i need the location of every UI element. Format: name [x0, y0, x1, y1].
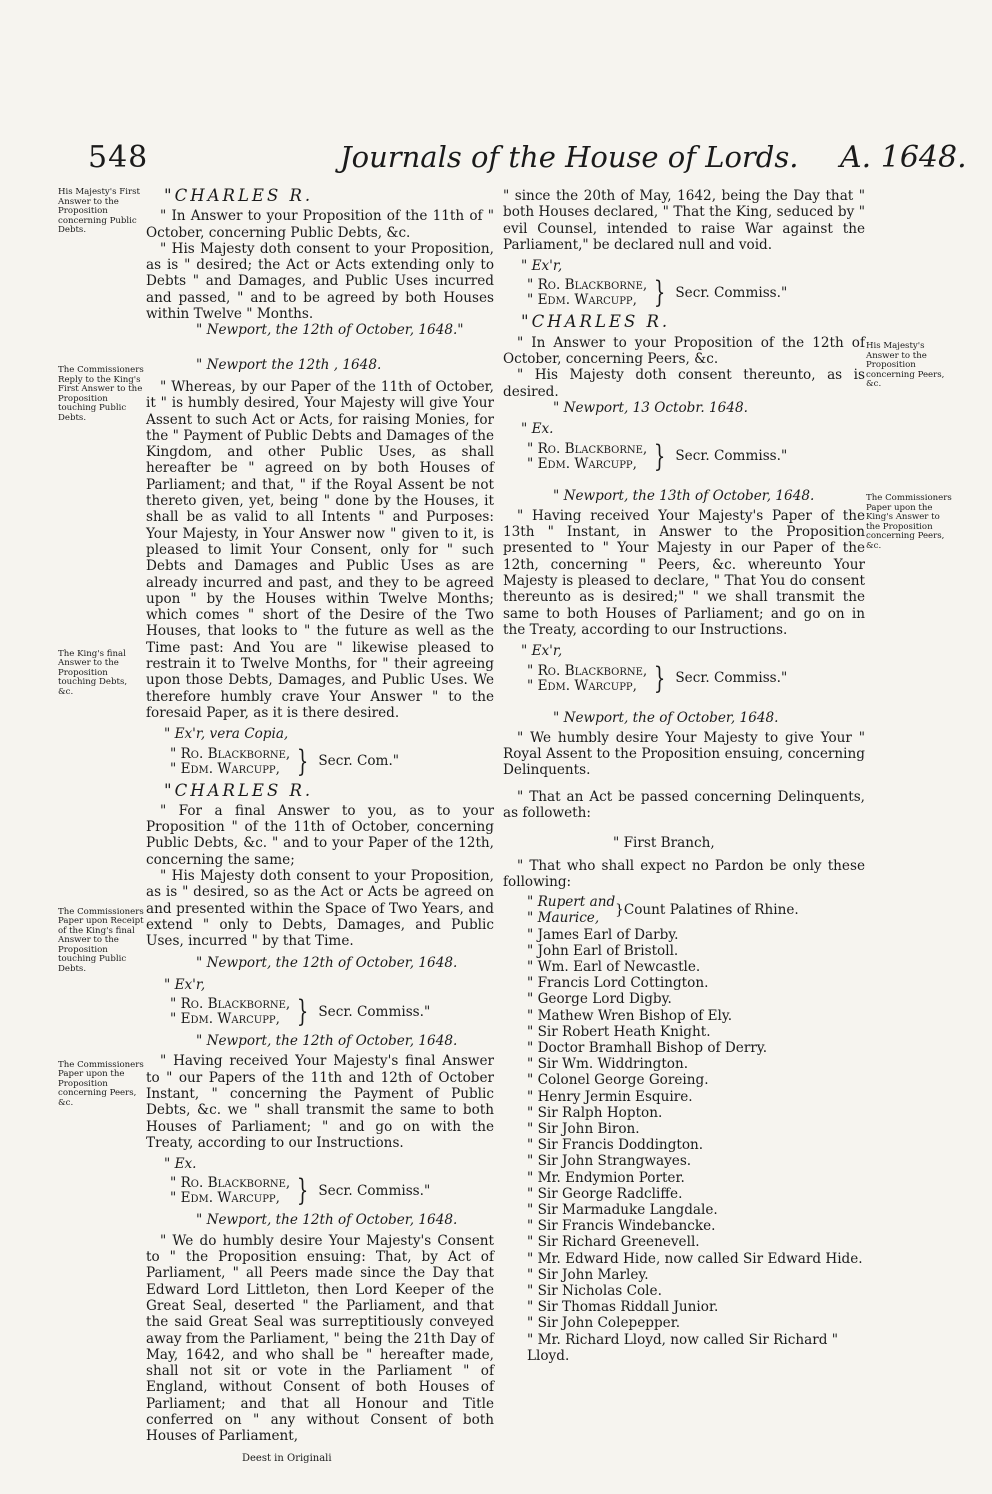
list-item: " Sir Ralph Hopton.: [527, 1104, 663, 1121]
list-item: " John Earl of Bristoll.: [527, 942, 679, 959]
list-item: " Mr. Endymion Porter.: [527, 1169, 685, 1186]
paragraph: " For a final Answer to you, as to your Proposition " of the 11th of October, concerning Public Debts, &c. " and to your Paper of the 12th, concerning the same;: [146, 802, 494, 868]
signature-block: [170, 743, 494, 779]
list-item: " Sir Francis Doddington.: [527, 1137, 704, 1154]
signatory: " Edm. Warcupp,: [170, 1190, 280, 1207]
margin-note: The Commissioners Paper upon Receipt of the King's final Answer to the Proposition touching Public Debts.: [58, 906, 144, 975]
page-header: [0, 138, 992, 188]
list-item: " Mr. Edward Hide, now called Sir Edward Hide.: [527, 1250, 863, 1267]
list-item: " Rupert and: [527, 894, 616, 911]
attestation: " Ex.: [521, 421, 554, 438]
brace-glyph: }: [297, 1173, 309, 1209]
list-item: " Francis Lord Cottington.: [527, 975, 709, 992]
signatory: " Edm. Warcupp,: [170, 1011, 280, 1028]
paragraph: " In Answer to your Proposition of the 12th of October, concerning Peers, &c.: [503, 334, 865, 368]
paragraph: " Having received Your Majesty's final Answer to " our Papers of the 11th and 12th of October Instant, " concerning the Payment of Public Debts, &c. we " shall transmit the same to both Houses of Parliament; " and go on with the Treaty, according to our Instructions.: [146, 1053, 494, 1151]
paragraph: " His Majesty doth consent thereunto, as is desired.: [503, 367, 865, 400]
brace-glyph: }: [615, 902, 624, 919]
dateline: " Newport, the 12th of October, 1648.: [196, 1033, 458, 1050]
signature-block: [170, 994, 494, 1030]
page-title: Journals of the House of Lords.: [340, 140, 799, 174]
left-margin-notes: [58, 188, 144, 1109]
paragraph: " Having received Your Majesty's Paper of the 13th " Instant, in Answer to the Proposition presented to " Your Majesty in our Paper of the 12th, concerning " Peers, &c. whereunto Your Majesty is pleased to declare, " That You do consent thereunto as is desired;" " we shall transmit the same to both Houses of Parliament; and go on in the Treaty, according to our Instructions.: [503, 507, 865, 638]
royal-signature-heading: "CHARLES R.: [164, 780, 314, 800]
dateline: " Newport, the 13th of October, 1648.: [553, 487, 815, 504]
signatory: " Ro. Blackborne,: [170, 1175, 291, 1192]
signatory: " Edm. Warcupp,: [527, 677, 637, 694]
signatory-title: Secr. Commiss.": [675, 285, 788, 302]
attestation: " Ex'r, vera Copia,: [164, 726, 289, 743]
list-item: " Maurice,: [527, 910, 600, 927]
list-item: " Sir Nicholas Cole.: [527, 1283, 662, 1300]
dateline: " Newport, 13 Octobr. 1648.: [553, 399, 748, 416]
paragraph: " His Majesty doth consent to your Proposition, as is " desired; the Act or Acts extending only to Debts " and Damages, and Public Uses incurred and passed, " and to be agreed by both Houses within Twelve " Months.: [146, 240, 494, 323]
dateline: " Newport, the 12th of October, 1648.: [196, 955, 458, 972]
signatory: " Ro. Blackborne,: [170, 745, 291, 762]
signatory: " Edm. Warcupp,: [527, 292, 637, 309]
dateline: " Newport, the 12th of October, 1648.": [196, 322, 464, 339]
brace-glyph: }: [654, 660, 666, 696]
list-item: " Sir Francis Windebancke.: [527, 1218, 716, 1235]
royal-signature-heading: "CHARLES R.: [521, 312, 671, 332]
margin-note: The Commissioners Reply to the King's First Answer to the Proposition touching Public Debts.: [58, 364, 144, 423]
royal-signature-heading: "CHARLES R.: [164, 186, 314, 205]
attestation: " Ex'r,: [521, 643, 563, 660]
names-list: [527, 894, 865, 1364]
signatory: " Ro. Blackborne,: [527, 440, 648, 457]
list-item: " Sir Robert Heath Knight.: [527, 1023, 711, 1040]
paragraph: " We humbly desire Your Majesty to give Your " Royal Assent to the Proposition ensuing, concerning Delinquents.: [503, 729, 865, 779]
signatory-title: Secr. Commiss.": [318, 1003, 431, 1020]
signatory-title: Secr. Commiss.": [318, 1183, 431, 1200]
list-item: " James Earl of Darby.: [527, 926, 679, 943]
signatory: " Edm. Warcupp,: [527, 455, 637, 472]
paragraph: " In Answer to your Proposition of the 11th of " October, concerning Public Debts, &c.: [146, 208, 494, 241]
paragraph: " Whereas, by our Paper of the 11th of October, it " is humbly desired, Your Majesty will give Your Assent to such Act or Acts, for raising Monies, for the " Payment of Public Debts and Damages of the Kingdom, and other Public Uses, as shall hereafter be " agreed on by both Houses of Parliament; and that, " if the Royal Assent be not thereto given, yet, being " done by the Houses, it shall be as valid to all Intents " and Purposes: Your Majesty, in Your Answer now " given to it, is pleased to limit Your Consent, only for " such Debts and Damages and Public Uses as are already incurred and past, and they to be agreed upon " by the Houses within Twelve Months; which comes " short of the Desire of the Two Houses, that looks to " the future as well as the Time past: And You are " likewise pleased to restrain it to Twelve Months, for " their agreeing upon those Debts, Damages, and Public Uses. We therefore humbly crave Your Answer " to the foresaid Paper, as it is there desired.: [146, 378, 494, 721]
signatory-title: Secr. Commiss.": [675, 670, 788, 687]
paragraph: " His Majesty doth consent to your Proposition, as is " desired, so as the Act or Acts be agreed on and presented within the Space of Two Years, and extend " only to Debts, Damages, and Public Uses, incurred " by that Time.: [146, 867, 494, 950]
palatines-entry: [527, 894, 865, 926]
margin-note: His Majesty's First Answer to the Proposition concerning Public Debts.: [58, 187, 140, 236]
dateline: " Newport, the 12th of October, 1648.: [196, 1212, 458, 1229]
paragraph: " We do humbly desire Your Majesty's Consent to " the Proposition ensuing: That, by Act of Parliament, " all Peers made since the Day that Edward Lord Littleton, then Lord Keeper of the Great Seal, deserted " the Parliament, and that the said Great Seal was surreptitiously conveyed away from the Parliament, " being the 21th Day of May, 1642, and who shall be " hereafter made, shall not sit or vote in the Parliament " of England, without Consent of both Houses of Parliament; and that all Honour and Title conferred on " any without Consent of both Houses of Parliament,: [146, 1232, 494, 1445]
brace-glyph: }: [297, 994, 309, 1030]
margin-note: The King's final Answer to the Proposition touching Debts, &c.: [58, 648, 128, 697]
brace-glyph: }: [297, 743, 309, 779]
signature-block: [527, 660, 865, 696]
page-number: 548: [88, 140, 149, 175]
column-right: [503, 188, 865, 1364]
signatory: " Ro. Blackborne,: [527, 277, 648, 294]
footnote: Deest in Originali: [242, 1452, 332, 1464]
column-left: [146, 188, 494, 1467]
list-item: " Sir Thomas Riddall Junior.: [527, 1299, 719, 1316]
signatory: " Edm. Warcupp,: [170, 760, 280, 777]
list-item: " Sir John Colepepper.: [527, 1315, 681, 1332]
signature-block: [170, 1173, 494, 1209]
signatory: " Ro. Blackborne,: [527, 662, 648, 679]
paragraph: " That an Act be passed concerning Delinquents, as followeth:: [503, 788, 865, 822]
list-item: " Doctor Bramhall Bishop of Derry.: [527, 1040, 768, 1057]
list-item: Count Palatines of Rhine.: [623, 902, 799, 919]
signature-block: [527, 438, 865, 474]
signatory-title: Secr. Com.": [318, 753, 400, 770]
signatory-title: Secr. Commiss.": [675, 448, 788, 465]
list-item: " Sir John Biron.: [527, 1121, 640, 1138]
right-margin-notes: [866, 188, 956, 552]
list-item: " Mr. Richard Lloyd, now called Sir Richard " Lloyd.: [527, 1331, 838, 1364]
paragraph: " That who shall expect no Pardon be only these following:: [503, 857, 865, 890]
page-year: A. 1648.: [840, 140, 967, 175]
signatory: " Ro. Blackborne,: [170, 996, 291, 1013]
dateline: " Newport, the of October, 1648.: [553, 709, 779, 726]
dateline: " Newport the 12th , 1648.: [196, 356, 382, 373]
list-item: " Sir John Strangwayes.: [527, 1153, 692, 1170]
attestation: " Ex.: [164, 1156, 197, 1173]
margin-note: The Commissioners Paper upon the King's Answer to the Proposition concerning Peers, &c.: [866, 492, 952, 551]
attestation: " Ex'r,: [521, 258, 563, 275]
signature-block: [527, 275, 865, 311]
list-item: " Mathew Wren Bishop of Ely.: [527, 1007, 733, 1024]
list-item: " Colonel George Goreing.: [527, 1072, 709, 1089]
margin-note: His Majesty's Answer to the Proposition concerning Peers, &c.: [866, 341, 945, 390]
attestation: " Ex'r,: [164, 976, 206, 993]
list-item: " Henry Jermin Esquire.: [527, 1088, 693, 1105]
list-item: " Sir Wm. Widdrington.: [527, 1056, 689, 1073]
list-item: " Sir George Radcliffe.: [527, 1185, 683, 1202]
list-item: " George Lord Digby.: [527, 991, 672, 1008]
paragraph: " since the 20th of May, 1642, being the Day that " both Houses declared, " That the King, seduced by " evil Counsel, intended to raise War against the Parliament," be declared null and void.: [503, 188, 865, 253]
brace-glyph: }: [654, 438, 666, 474]
margin-note: The Commissioners Paper upon the Proposition concerning Peers, &c.: [58, 1059, 144, 1109]
brace-glyph: }: [654, 275, 666, 311]
list-item: " Sir Richard Greenevell.: [527, 1234, 700, 1251]
list-item: " Sir Marmaduke Langdale.: [527, 1202, 718, 1219]
section-heading: " First Branch,: [613, 835, 715, 852]
list-item: " Wm. Earl of Newcastle.: [527, 959, 701, 976]
list-item: " Sir John Marley.: [527, 1266, 649, 1283]
